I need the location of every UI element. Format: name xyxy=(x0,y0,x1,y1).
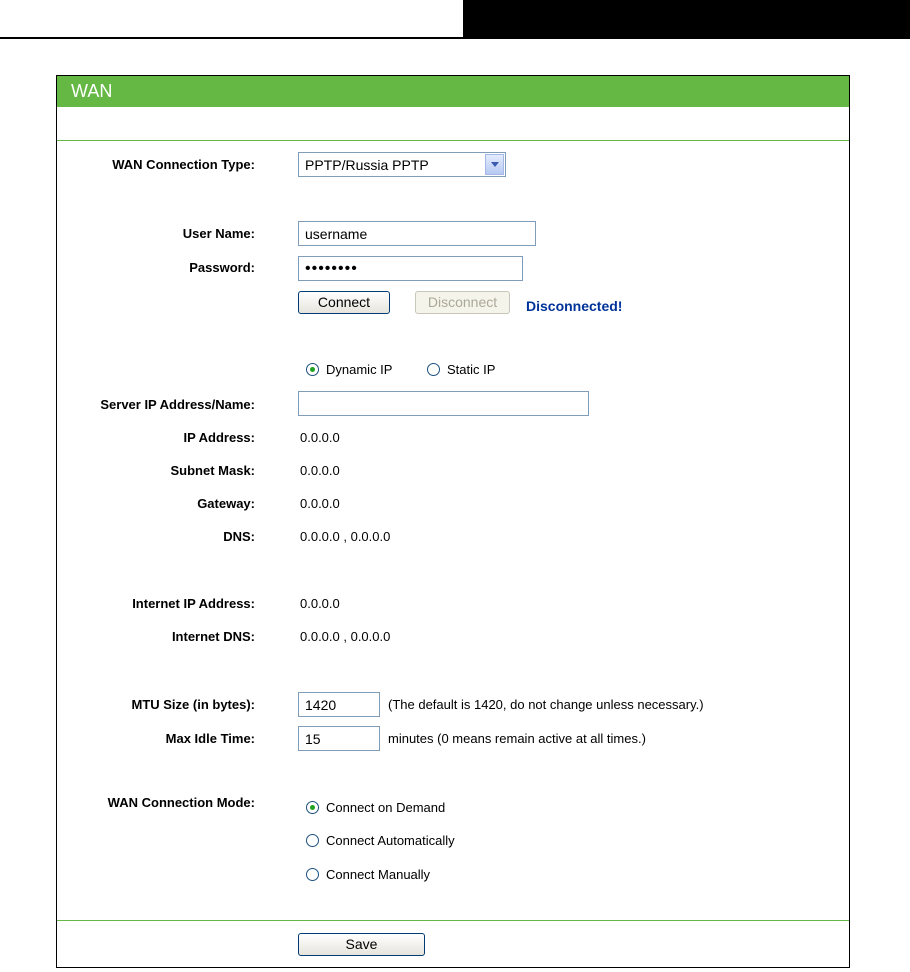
max-idle-input[interactable] xyxy=(298,726,380,751)
connect-on-demand-radio[interactable] xyxy=(306,800,445,815)
static-ip-label: Static IP xyxy=(447,362,496,377)
top-divider xyxy=(57,140,849,141)
connection-mode-label: WAN Connection Mode: xyxy=(107,795,255,810)
connect-manually-label: Connect Manually xyxy=(326,867,431,882)
connection-status: Disconnected! xyxy=(526,298,623,314)
bottom-divider xyxy=(57,920,849,921)
chevron-down-icon[interactable] xyxy=(485,154,504,175)
header-rule xyxy=(0,37,910,39)
wan-connection-type-value: PPTP/Russia PPTP xyxy=(305,157,429,173)
connect-button[interactable]: Connect xyxy=(298,291,390,314)
panel-title: WAN xyxy=(57,76,849,107)
dynamic-ip-label: Dynamic IP xyxy=(326,362,393,377)
wan-panel xyxy=(56,75,850,968)
dns-value: 0.0.0.0 , 0.0.0.0 xyxy=(300,529,391,544)
radio-unselected-icon[interactable] xyxy=(306,868,319,881)
mtu-input[interactable] xyxy=(298,692,380,717)
dynamic-ip-radio[interactable] xyxy=(306,362,392,377)
wan-connection-type-label: WAN Connection Type: xyxy=(112,157,255,172)
ip-address-value: 0.0.0.0 xyxy=(300,430,340,445)
dns-label: DNS: xyxy=(223,529,255,544)
radio-unselected-icon[interactable] xyxy=(427,363,440,376)
internet-dns-value: 0.0.0.0 , 0.0.0.0 xyxy=(300,629,391,644)
server-ip-input[interactable] xyxy=(298,391,589,416)
subnet-mask-value: 0.0.0.0 xyxy=(300,463,340,478)
connect-manually-radio[interactable] xyxy=(306,867,430,882)
max-idle-note: minutes (0 means remain active at all times.) xyxy=(388,731,646,746)
radio-unselected-icon[interactable] xyxy=(306,834,319,847)
ip-address-label: IP Address: xyxy=(183,430,255,445)
internet-dns-label: Internet DNS: xyxy=(171,629,255,644)
radio-selected-icon[interactable] xyxy=(306,363,319,376)
static-ip-radio[interactable] xyxy=(427,362,495,377)
wan-connection-type-select[interactable] xyxy=(298,152,506,177)
mtu-label: MTU Size (in bytes): xyxy=(131,697,255,712)
header-black-bar xyxy=(463,0,910,37)
gateway-label: Gateway: xyxy=(197,496,255,511)
password-label: Password: xyxy=(189,260,255,275)
user-name-input[interactable] xyxy=(298,221,536,246)
subnet-mask-label: Subnet Mask: xyxy=(170,463,255,478)
password-input[interactable] xyxy=(298,256,523,281)
gateway-value: 0.0.0.0 xyxy=(300,496,340,511)
connect-automatically-radio[interactable] xyxy=(306,833,455,848)
server-ip-label: Server IP Address/Name: xyxy=(100,397,255,412)
disconnect-button[interactable]: Disconnect xyxy=(415,291,510,314)
mtu-note: (The default is 1420, do not change unless necessary.) xyxy=(388,697,704,712)
connect-automatically-label: Connect Automatically xyxy=(326,833,455,848)
internet-ip-value: 0.0.0.0 xyxy=(300,596,340,611)
max-idle-label: Max Idle Time: xyxy=(165,731,255,746)
connect-on-demand-label: Connect on Demand xyxy=(326,800,446,815)
user-name-label: User Name: xyxy=(182,226,255,241)
radio-selected-icon[interactable] xyxy=(306,801,319,814)
internet-ip-label: Internet IP Address: xyxy=(132,596,255,611)
save-button[interactable]: Save xyxy=(298,933,425,956)
